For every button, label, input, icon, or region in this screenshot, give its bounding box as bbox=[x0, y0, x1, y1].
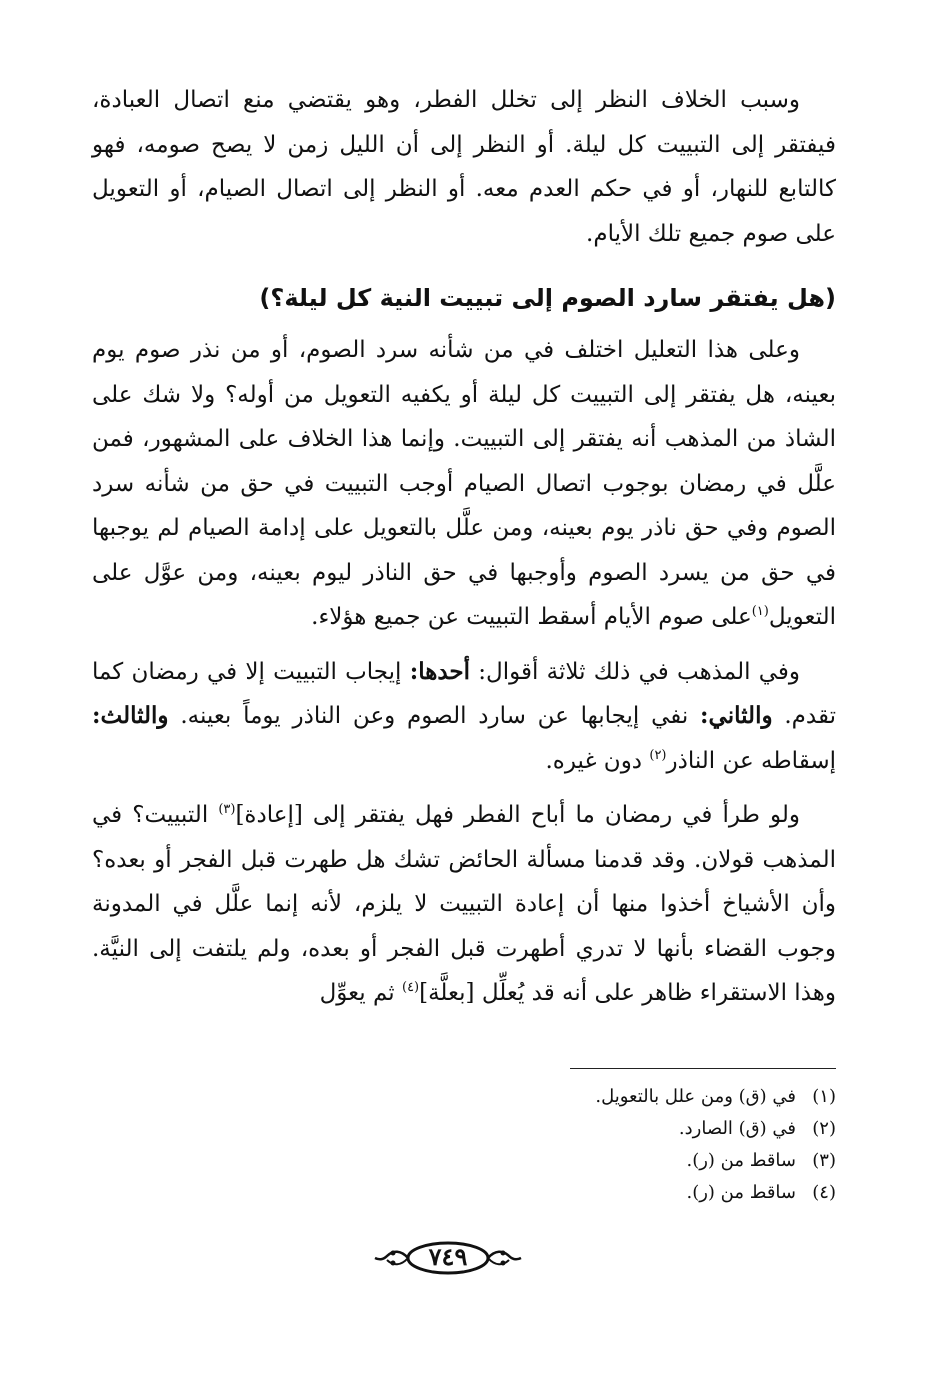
paragraph-1 bbox=[92, 78, 836, 256]
page-body bbox=[92, 78, 836, 1016]
paragraph-2-text-b: على صوم الأيام أسقط التبييت عن جميع هؤلاء. bbox=[311, 604, 752, 630]
footnotes-section bbox=[92, 1068, 836, 1209]
footnote-number: (٤) bbox=[812, 1182, 836, 1203]
footnote-divider bbox=[570, 1068, 836, 1069]
footnote-number: (٣) bbox=[812, 1150, 836, 1171]
paragraph-4 bbox=[92, 793, 836, 1016]
footnote-1 bbox=[92, 1081, 836, 1113]
keyword-third: والثالث: bbox=[92, 702, 169, 729]
paragraph-1-text: وسبب الخلاف النظر إلى تخلل الفطر، وهو يقتضي منع اتصال العبادة، فيفتقر إلى التبييت كل ليلة. أو النظر إلى أن الليل زمن لا يصح صومه، فهو كالتابع للنهار، أو في حكم العدم معه. أو النظر إلى اتصال الصيام، أو التعويل على صوم جميع تلك الأيام. bbox=[92, 87, 836, 247]
paragraph-3 bbox=[92, 650, 836, 784]
paragraph-3-text-b: إيجاب التبييت إلا في رمضان كما تقدم. bbox=[92, 658, 836, 729]
paragraph-2-text-a: وعلى هذا التعليل اختلف في من شأنه سرد الصوم، أو من نذر صوم يوم بعينه، هل يفتقر إلى التبييت كل ليلة أو يكفيه التعويل من أوله؟ ولا شك على الشاذ من المذهب أنه يفتقر إلى التبييت. وإنما هذا الخلاف على المشهور، فمن علَّل في رمضان بوجوب اتصال الصيام أوجب التبييت في حق من شأنه سرد الصوم وفي حق ناذر يوم بعينه، ومن علَّل بالتعويل على إدامة الصيام لم يوجبها في حق من يسرد الصوم وأوجبها في حق الناذر ليوم بعينه، ومن عوَّل على التعويل bbox=[92, 337, 836, 630]
paragraph-4-text-c: ثم يعوِّل bbox=[319, 980, 395, 1006]
keyword-second: والثاني: bbox=[700, 702, 773, 729]
paragraph-3-text-c: نفي إيجابها عن سارد الصوم وعن الناذر يوماً بعينه. bbox=[180, 703, 689, 729]
section-heading: (هل يفتقر سارد الصوم إلى تبييت النية كل ليلة؟) bbox=[259, 284, 836, 312]
footnote-3 bbox=[92, 1145, 836, 1177]
footnote-number: (١) bbox=[812, 1086, 836, 1107]
page-number: ٧٤٩ bbox=[428, 1242, 468, 1271]
footnote-text: ساقط من (ر). bbox=[686, 1182, 796, 1203]
footnote-2 bbox=[92, 1113, 836, 1145]
footnote-text: ساقط من (ر). bbox=[686, 1150, 796, 1171]
paragraph-3-text-d: إسقاطه عن الناذر bbox=[666, 747, 836, 774]
keyword-first: أحدها: bbox=[409, 657, 471, 685]
footnote-ref-2[interactable]: (٢) bbox=[649, 747, 667, 763]
footnote-ref-1[interactable]: (١) bbox=[751, 604, 769, 619]
paragraph-3-text-e: دون غيره. bbox=[545, 747, 643, 774]
footnote-text: في (ق) الصارد. bbox=[678, 1118, 796, 1139]
page-number-block bbox=[373, 1238, 523, 1278]
paragraph-4-text-b: التبييت؟ في المذهب قولان. وقد قدمنا مسألة الحائض تشك هل طهرت قبل الفجر أو بعده؟ وأن الأشياخ أخذوا منها أن إعادة التبييت لا يلزم، لأنه إنما علَّل في المدونة وجوب القضاء بأنها لا تدري أطهرت قبل الفجر أو بعده، ولم يلتفت إلى النيَّة. وهذا الاستقراء ظاهر على أنه قد يُعلِّل [بعلَّة] bbox=[92, 802, 836, 1006]
paragraph-4-text-a: ولو طرأ في رمضان ما أباح الفطر فهل يفتقر إلى [إعادة] bbox=[235, 802, 800, 828]
paragraph-2 bbox=[92, 328, 836, 640]
footnote-ref-4[interactable]: (٤) bbox=[401, 980, 420, 995]
footnote-number: (٢) bbox=[812, 1118, 836, 1139]
paragraph-3-text-a: وفي المذهب في ذلك ثلاثة أقوال: bbox=[478, 658, 801, 685]
footnote-ref-3[interactable]: (٣) bbox=[218, 802, 236, 817]
footnote-4 bbox=[92, 1177, 836, 1209]
footnote-text: في (ق) ومن علل بالتعويل. bbox=[595, 1086, 796, 1107]
